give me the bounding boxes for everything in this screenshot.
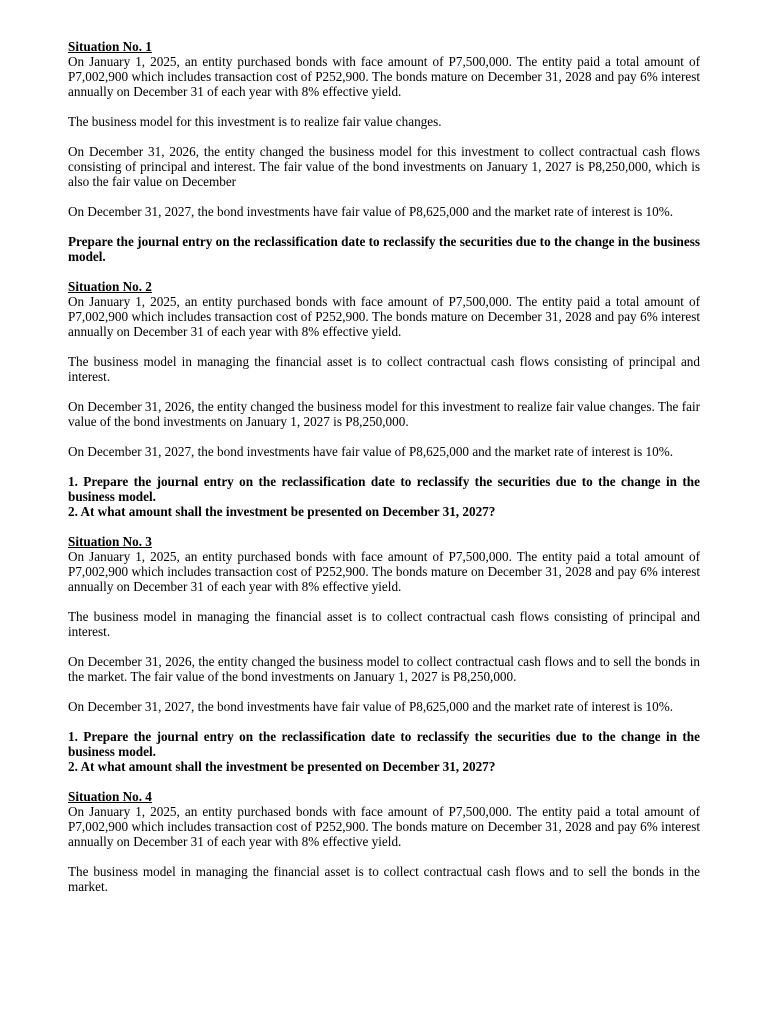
situation-paragraph: On January 1, 2025, an entity purchased bonds with face amount of P7,500,000. The entity paid a total amount of P7,002,900 which includes transaction cost of P252,900. The bonds mature on December 31, 2028 and pay 6% interest annually on December 31 of each year with 8% effective yield.: [68, 804, 700, 849]
situation-4: [68, 789, 700, 894]
situation-paragraph: On December 31, 2027, the bond investments have fair value of P8,625,000 and the market rate of interest is 10%.: [68, 204, 673, 219]
situation-title: Situation No. 4: [68, 789, 152, 804]
situation-paragraph: On January 1, 2025, an entity purchased bonds with face amount of P7,500,000. The entity paid a total amount of P7,002,900 which includes transaction cost of P252,900. The bonds mature on December 31, 2028 and pay 6% interest annually on December 31 of each year with 8% effective yield.: [68, 294, 700, 339]
question-block: [68, 474, 700, 519]
situation-paragraph: On December 31, 2026, the entity changed the business model to collect contractual cash flows and to sell the bonds in the market. The fair value of the bond investments on January 1, 2027 is P8,250,000.: [68, 654, 700, 684]
situation-1: [68, 39, 700, 264]
situation-paragraph: The business model in managing the financial asset is to collect contractual cash flows consisting of principal and interest.: [68, 354, 700, 384]
question: 1. Prepare the journal entry on the reclassification date to reclassify the securities due to the change in the business model.: [68, 474, 700, 504]
situation-paragraph: The business model in managing the financial asset is to collect contractual cash flows consisting of principal and interest.: [68, 609, 700, 639]
question: 1. Prepare the journal entry on the reclassification date to reclassify the securities due to the change in the business model.: [68, 729, 700, 759]
question: 2. At what amount shall the investment be presented on December 31, 2027?: [68, 504, 496, 519]
situation-paragraph: On January 1, 2025, an entity purchased bonds with face amount of P7,500,000. The entity paid a total amount of P7,002,900 which includes transaction cost of P252,900. The bonds mature on December 31, 2028 and pay 6% interest annually on December 31 of each year with 8% effective yield.: [68, 549, 700, 594]
situation-title: Situation No. 2: [68, 279, 152, 294]
situation-paragraph: On December 31, 2027, the bond investments have fair value of P8,625,000 and the market rate of interest is 10%.: [68, 699, 673, 714]
situation-paragraph: On December 31, 2026, the entity changed the business model for this investment to realize fair value changes. The fair value of the bond investments on January 1, 2027 is P8,250,000.: [68, 399, 700, 429]
situation-title: Situation No. 3: [68, 534, 152, 549]
question: 2. At what amount shall the investment be presented on December 31, 2027?: [68, 759, 496, 774]
question: Prepare the journal entry on the reclassification date to reclassify the securities due to the change in the business model.: [68, 234, 700, 264]
question-block: [68, 234, 700, 264]
question-block: [68, 729, 700, 774]
situation-2: [68, 279, 700, 519]
situation-paragraph: The business model for this investment is to realize fair value changes.: [68, 114, 442, 129]
situation-title: Situation No. 1: [68, 39, 152, 54]
situation-paragraph: On December 31, 2026, the entity changed the business model for this investment to collect contractual cash flows consisting of principal and interest. The fair value of the bond investments on January 1, 2027 is P8,250,000, which is also the fair value on December: [68, 144, 700, 189]
situation-paragraph: On December 31, 2027, the bond investments have fair value of P8,625,000 and the market rate of interest is 10%.: [68, 444, 673, 459]
situation-paragraph: On January 1, 2025, an entity purchased bonds with face amount of P7,500,000. The entity paid a total amount of P7,002,900 which includes transaction cost of P252,900. The bonds mature on December 31, 2028 and pay 6% interest annually on December 31 of each year with 8% effective yield.: [68, 54, 700, 99]
situation-3: [68, 534, 700, 774]
situation-paragraph: The business model in managing the financial asset is to collect contractual cash flows and to sell the bonds in the market.: [68, 864, 700, 894]
